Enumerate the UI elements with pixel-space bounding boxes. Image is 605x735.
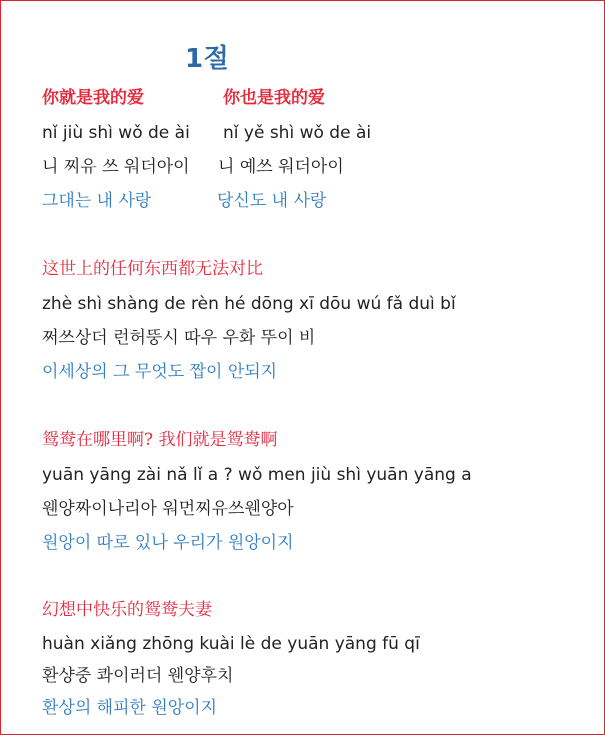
verse-3-chinese: 鸳鸯在哪里啊? 我们就是鸳鸯啊	[42, 430, 278, 450]
verse-2-pronunciation: 쩌쓰상더 런허뚱시 따우 우화 뚜이 비	[42, 328, 316, 348]
verse-1-translation-right: 당신도 내 사랑	[217, 191, 327, 211]
verse-2-pinyin: zhè shì shàng de rèn hé dōng xī dōu wú fǎ duì bǐ	[42, 294, 456, 314]
verse-1-pinyin-right: nǐ yě shì wǒ de ài	[223, 123, 372, 143]
verse-1-chinese-right: 你也是我的爱	[223, 88, 325, 108]
verse-1-pronunciation-right: 니 예쓰 워더아이	[218, 157, 344, 177]
verse-3-translation: 원앙이 따로 있나 우리가 원앙이지	[42, 533, 294, 553]
verse-2-translation: 이세상의 그 무엇도 짭이 안되지	[42, 362, 278, 382]
verse-1-pinyin	[42, 121, 562, 145]
verse-4-pinyin: huàn xiǎng zhōng kuài lè de yuān yāng fū qī	[42, 634, 420, 654]
verse-1-chinese	[42, 86, 562, 110]
verse-4-pronunciation: 환샹중 콰이러더 웬양후치	[42, 666, 234, 686]
verse-1-translation-left: 그대는 내 사랑	[42, 191, 152, 211]
verse-2-chinese: 这世上的任何东西都无法对比	[42, 259, 263, 279]
verse-4-translation: 환상의 해피한 원앙이지	[42, 698, 218, 718]
verse-3-pinyin: yuān yāng zài nǎ lǐ a ? wǒ men jiù shì yuān yāng a	[42, 465, 472, 485]
verse-3-pronunciation: 웬양짜이나리아 워먼찌유쓰웬양아	[42, 499, 294, 519]
verse-1-chinese-left: 你就是我的爱	[42, 88, 144, 108]
verse-1-pinyin-left: nǐ jiù shì wǒ de ài	[42, 123, 190, 143]
verse-1-pronunciation-left: 니 찌유 쓰 워더아이	[42, 157, 190, 177]
page-title: 1절	[185, 44, 230, 74]
verse-4-chinese: 幻想中快乐的鸳鸯夫妻	[42, 600, 212, 620]
verse-1-pronunciation	[42, 155, 562, 179]
verse-1-translation	[42, 189, 562, 213]
